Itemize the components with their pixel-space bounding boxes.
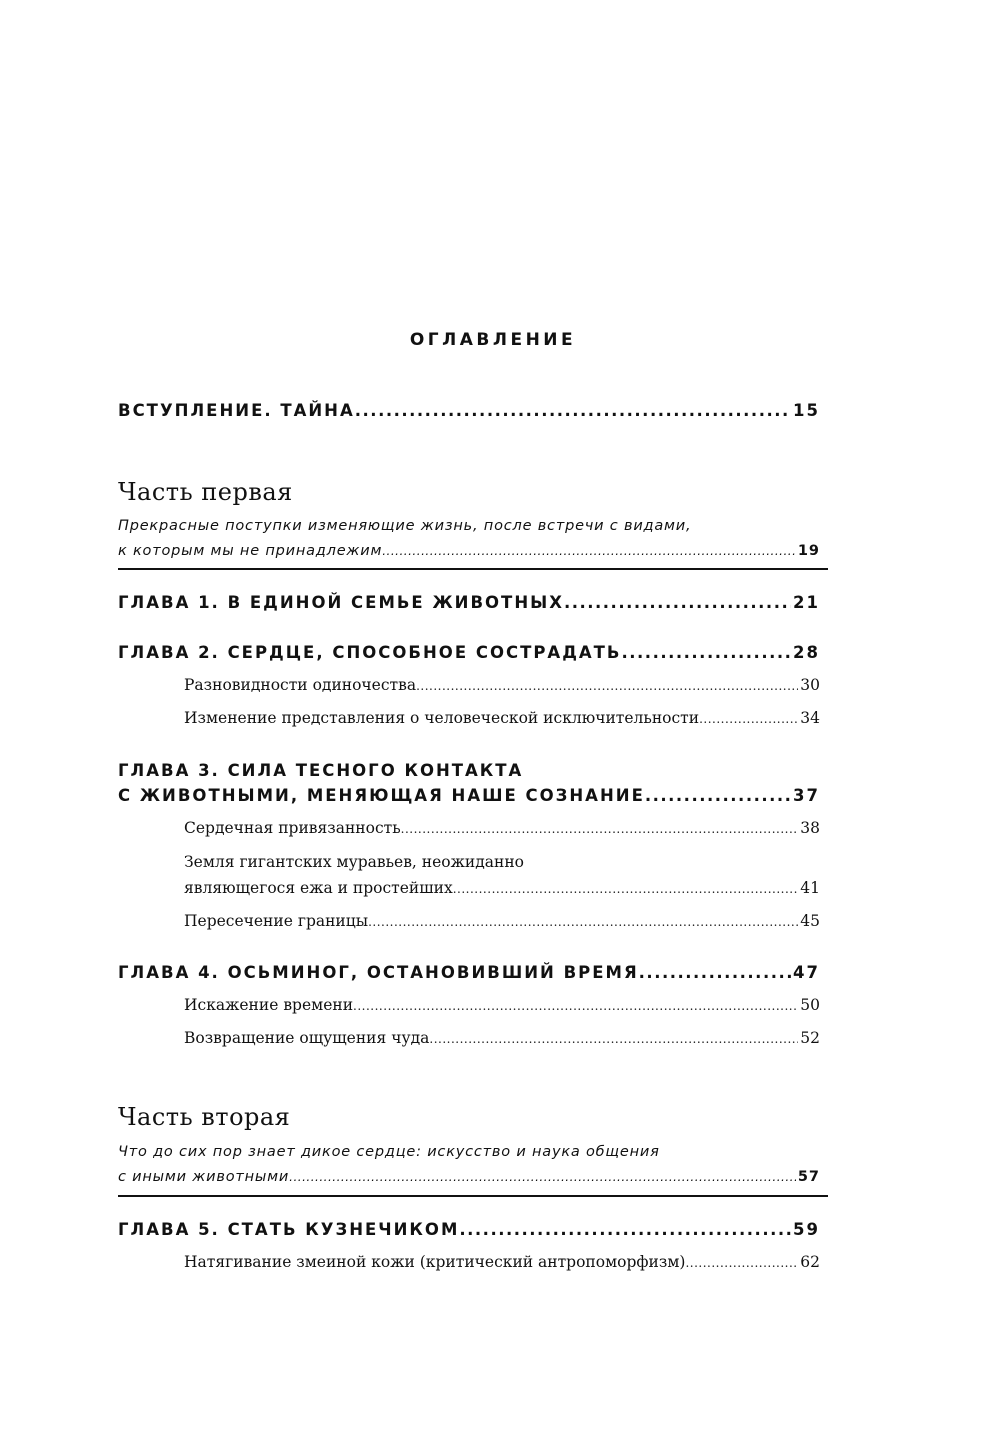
toc-section-entry[interactable] <box>184 992 820 1019</box>
toc-entry-intro[interactable] <box>118 398 820 423</box>
leader-dots <box>564 590 791 615</box>
entry-title: Сердечная привязанность <box>184 819 401 837</box>
toc-section-entry[interactable] <box>184 815 820 842</box>
part-one-title: Часть первая <box>118 478 293 506</box>
entry-title-line: С ЖИВОТНЫМИ, МЕНЯЮЩАЯ НАШЕ СОЗНАНИЕ <box>118 786 645 805</box>
toc-entry-chapter-3[interactable] <box>118 758 820 808</box>
entry-title: ГЛАВА 5. СТАТЬ КУЗНЕЧИКОМ <box>118 1220 460 1239</box>
page-number: 30 <box>800 676 820 694</box>
toc-section-entry[interactable] <box>184 849 820 902</box>
leader-dots <box>639 960 791 985</box>
page-number: 50 <box>800 996 820 1014</box>
leader-dots <box>645 783 791 808</box>
leader-dots <box>416 673 798 699</box>
toc-section-entry[interactable] <box>184 1249 820 1276</box>
part-one-rule <box>118 568 828 570</box>
leader-dots <box>355 398 791 423</box>
part-two-rule <box>118 1195 828 1197</box>
part-two-subtitle[interactable] <box>118 1140 820 1190</box>
toc-section-entry[interactable] <box>184 908 820 935</box>
entry-title-line: Земля гигантских муравьев, неожиданно <box>184 853 524 871</box>
page-number: 52 <box>800 1029 820 1047</box>
leader-dots <box>459 1217 791 1242</box>
leader-dots <box>368 909 798 935</box>
toc-entry-chapter-1[interactable] <box>118 590 820 615</box>
subtitle-line: Прекрасные поступки изменяющие жизнь, после встречи с видами, <box>118 518 692 534</box>
entry-title: Натягивание змеиной кожи (критический антропоморфизм) <box>184 1253 686 1271</box>
subtitle-line: Что до сих пор знает дикое сердце: искусство и наука общения <box>118 1144 660 1160</box>
toc-entry-chapter-2[interactable] <box>118 640 820 665</box>
subtitle-line: с иными животными <box>118 1169 290 1185</box>
leader-dots <box>429 1026 798 1052</box>
page-number: 45 <box>800 912 820 930</box>
part-two-title: Часть вторая <box>118 1103 291 1131</box>
page-number: 28 <box>793 643 820 662</box>
page-number: 37 <box>793 786 820 805</box>
page-number: 15 <box>793 401 820 420</box>
page-number: 57 <box>797 1169 820 1185</box>
page-number: 21 <box>793 593 820 612</box>
entry-title: Пересечение границы <box>184 912 369 930</box>
page-number: 19 <box>797 543 820 559</box>
toc-entry-chapter-4[interactable] <box>118 960 820 985</box>
leader-dots <box>453 876 799 902</box>
entry-title: ГЛАВА 1. В ЕДИНОЙ СЕМЬЕ ЖИВОТНЫХ <box>118 593 564 612</box>
entry-title: Возвращение ощущения чуда <box>184 1029 430 1047</box>
entry-title: ВСТУПЛЕНИЕ. ТАЙНА <box>118 401 355 420</box>
toc-section-entry[interactable] <box>184 705 820 732</box>
part-one-subtitle[interactable] <box>118 514 820 564</box>
subtitle-line: к которым мы не принадлежим <box>118 543 383 559</box>
toc-section-entry[interactable] <box>184 672 820 699</box>
leader-dots <box>699 706 798 732</box>
page-number: 62 <box>800 1253 820 1271</box>
toc-heading: ОГЛАВЛЕНИЕ <box>409 330 577 350</box>
page-number: 47 <box>793 963 820 982</box>
toc-section-entry[interactable] <box>184 1025 820 1052</box>
page-number: 38 <box>800 819 820 837</box>
entry-title-line: являющегося ежа и простейших <box>184 879 453 897</box>
page-number: 59 <box>793 1220 820 1239</box>
entry-title: Искажение времени <box>184 996 354 1014</box>
leader-dots <box>382 539 796 564</box>
entry-title: Разновидности одиночества <box>184 676 417 694</box>
entry-title: Изменение представления о человеческой исключительности <box>184 709 700 727</box>
leader-dots <box>289 1165 796 1190</box>
leader-dots <box>401 816 799 842</box>
entry-title: ГЛАВА 2. СЕРДЦЕ, СПОСОБНОЕ СОСТРАДАТЬ <box>118 643 622 662</box>
toc-entry-chapter-5[interactable] <box>118 1217 820 1242</box>
leader-dots <box>353 993 798 1019</box>
page-number: 41 <box>800 879 820 897</box>
entry-title: ГЛАВА 4. ОСЬМИНОГ, ОСТАНОВИВШИЙ ВРЕМЯ <box>118 963 639 982</box>
page-number: 34 <box>800 709 820 727</box>
leader-dots <box>622 640 792 665</box>
leader-dots <box>685 1250 798 1276</box>
entry-title-line: ГЛАВА 3. СИЛА ТЕСНОГО КОНТАКТА <box>118 761 524 780</box>
